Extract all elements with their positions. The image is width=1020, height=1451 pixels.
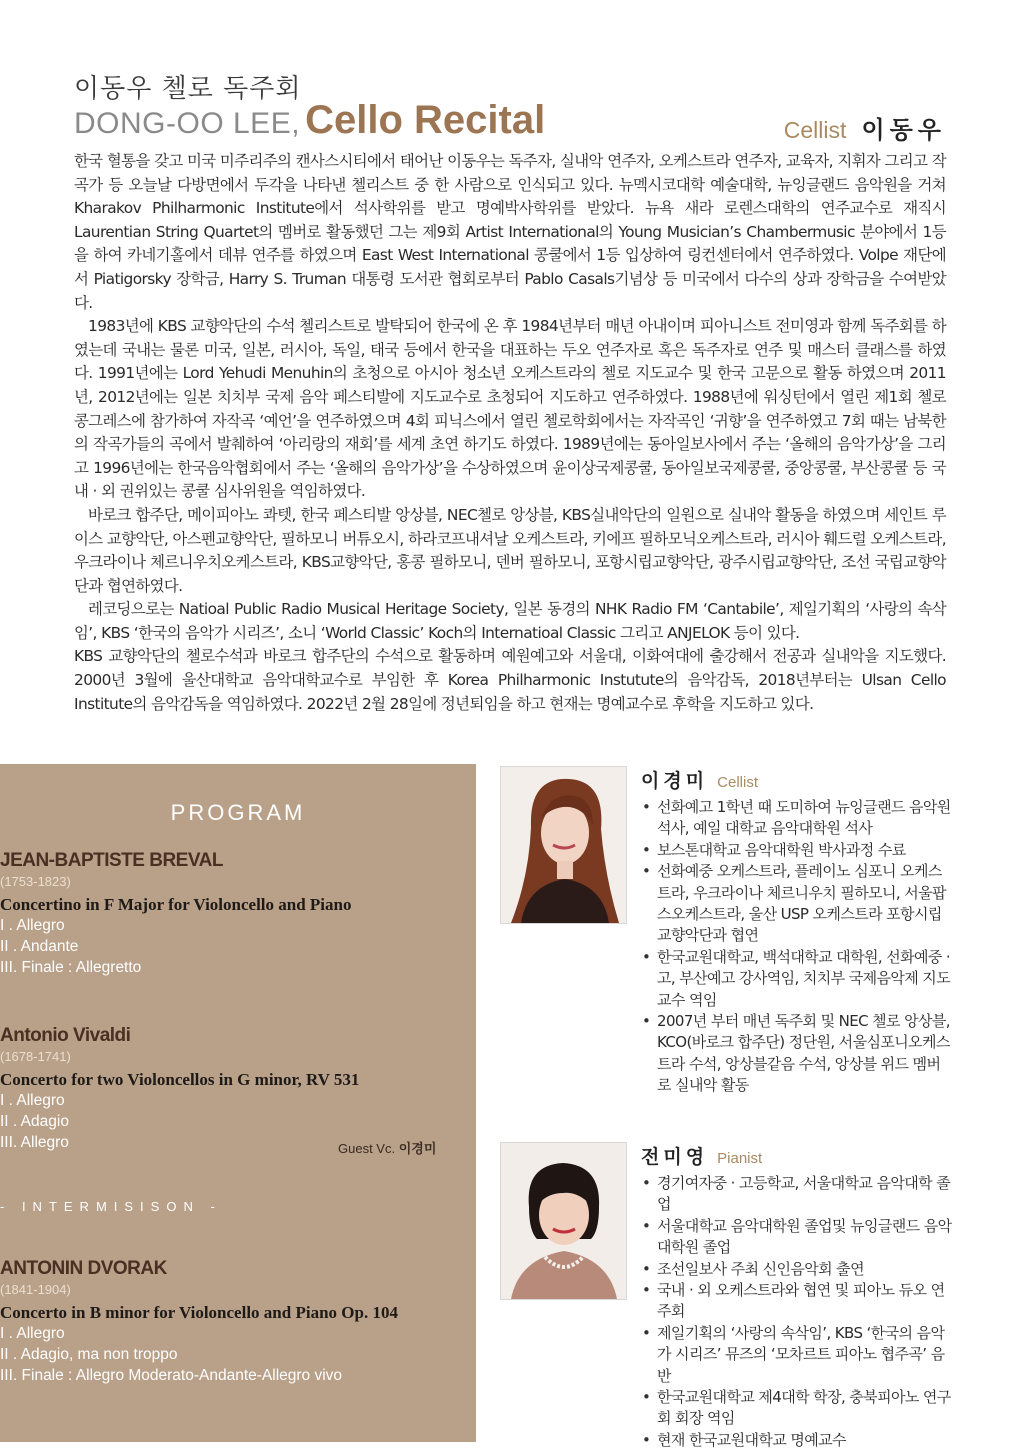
artist-photo-pianist <box>500 1142 627 1300</box>
artist-name-heading <box>641 1142 762 1169</box>
list-item: • 서울대학교 음악대학원 졸업및 뉴잉글랜드 음악대학원 졸업 <box>641 1216 953 1259</box>
title-english <box>74 98 545 143</box>
movement: II . Andante <box>0 938 79 955</box>
bio-paragraph: 바로크 합주단, 메이피아노 콰텟, 한국 페스티발 앙상블, NEC첼로 앙상블, KBS실내악단의 일원으로 실내악 활동을 하였으며 세인트 루이스 교향악단, 아스펜교향악단, 필하모니 버튜오시, 하라코프내셔날 오케스트라, 키에프 필하모닉오케스트라, 러시아 훼드럴 오케스트라, 우크라이나 체르니우치오케스트라, KBS교향악단, 홍콩 필하모니, 덴버 필하모니, 포항시립교향악단, 광주시립교향악단, 조선 국립교향악단과 협연하였다. <box>74 505 946 595</box>
movement: III. Allegro <box>0 1134 69 1151</box>
composer-years: (1678-1741) <box>0 1049 71 1064</box>
guest-name: 이경미 <box>398 1141 437 1156</box>
cellist-tag <box>784 110 946 145</box>
program-piece-3 <box>0 1258 476 1386</box>
artist-name: 이경미 <box>641 770 709 792</box>
program-piece-2 <box>0 1025 476 1153</box>
title-korean: 이동우 첼로 독주회 <box>74 74 302 104</box>
portrait-cellist-image <box>501 767 626 923</box>
work-title: Concerto in B minor for Violoncello and Piano Op. 104 <box>0 1303 398 1322</box>
title-english-recital: Cello Recital <box>305 98 546 142</box>
work-title: Concerto for two Violoncellos in G minor, RV 531 <box>0 1070 360 1089</box>
movement: II . Adagio <box>0 1113 69 1130</box>
movement: I . Allegro <box>0 917 65 934</box>
list-item: • 보스톤대학교 음악대학원 박사과정 수료 <box>641 840 953 861</box>
guest-credit <box>338 1138 436 1157</box>
bio-paragraph: 1983년에 KBS 교향악단의 수석 첼리스트로 발탁되어 한국에 온 후 1984년부터 매년 아내이며 피아니스트 전미영과 함께 독주회를 하였는데 국내는 물론 미국, 일본, 러시아, 독일, 태국 등에서 한국을 대표하는 두오 연주자로 혹은 독주자로 연주 및 매스터 클래스를 하였다. 1991년에는 Lord Yehudi Menuhin의 초청으로 아시아 청소년 오케스트라의 첼로 지도교수 및 한국 고문으로 활동 하였으며 2011년, 2012년에는 일본 치치부 국제 음악 페스티발에 지도교수로 초청되어 지도하고 연주하였다. 1988년에 워싱턴에서 열린 제1회 첼로 콩그레스에 참가하여 자작곡 ‘예언’을 연주하였으며 4회 피닉스에서 열린 첼로학회에서는 자작곡인 ‘귀향’을 연주하였고 7회 때는 남북한의 작곡가들의 곡에서 발췌하여 ‘아리랑의 재회’를 세계 초연 하기도 하였다. 1989년에는 동아일보사에서 주는 ‘올해의 음악가상’을 그리고 1996년에는 한국음악협회에서 주는 ‘올해의 음악가상’을 수상하였으며 윤이상국제콩쿨, 동아일보국제콩쿨, 중앙콩쿨, 부산콩쿨 등 국내 · 외 권위있는 콩쿨 심사위원을 역임하였다. <box>74 317 946 501</box>
cellist-role: Cellist <box>783 117 847 143</box>
composer-name: Antonio Vivaldi <box>0 1025 131 1046</box>
list-item: • 경기여자중 · 고등학교, 서울대학교 음악대학 졸업 <box>641 1173 953 1216</box>
composer-name: JEAN-BAPTISTE BREVAL <box>0 850 223 871</box>
bio-paragraph: KBS 교향악단의 첼로수석과 바로크 합주단의 수석으로 활동하며 예원예고와 서울대, 이화여대에 출강해서 전공과 실내악을 지도했다. 2000년 3월에 울산대학교 음악대학교수로 부임한 후 Korea Philharmonic Instutute의 음악감독, 2018년부터는 Ulsan Cello Institute의 음악감독을 역임하였다. 2022년 2월 28일에 정년퇴임을 하고 현재는 명예교수로 후학을 지도하고 있다. <box>74 647 946 713</box>
list-item: • 국내 · 외 오케스트라와 협연 및 피아노 듀오 연주회 <box>641 1280 953 1323</box>
guest-label: Guest Vc. <box>338 1141 396 1156</box>
list-item: • 선화예고 1학년 때 도미하여 뉴잉글랜드 음악원석사, 예일 대학교 음악대학원 석사 <box>641 797 953 840</box>
artist-photo-cellist <box>500 766 627 924</box>
list-item: • 조선일보사 주최 신인음악회 출연 <box>641 1259 953 1280</box>
list-item: • 현재 한국교원대학교 명예교수 <box>641 1430 953 1451</box>
movement: II . Adagio, ma non troppo <box>0 1346 178 1363</box>
artist-name: 전미영 <box>641 1146 709 1168</box>
artist-profile-list <box>641 1173 953 1451</box>
program-title: PROGRAM <box>170 800 306 825</box>
movement: I . Allegro <box>0 1092 65 1109</box>
list-item: • 한국교원대학교 제4대학 학장, 충북피아노 연구회 회장 역임 <box>641 1387 953 1430</box>
movement: III. Finale : Allegro Moderato-Andante-Allegro vivo <box>0 1367 343 1384</box>
composer-name: ANTONIN DVORAK <box>0 1258 167 1279</box>
cellist-name: 이동우 <box>861 116 946 144</box>
bio-paragraph: 한국 혈통을 갖고 미국 미주리주의 캔사스시티에서 태어난 이동우는 독주자, 실내악 연주자, 오케스트라 연주자, 교육자, 지휘자 그리고 작곡가 등 오늘날 다방면에서 두각을 나타낸 첼리스트 중 한 사람으로 인식되고 있다. 뉴멕시코대학 예술대학, 뉴잉글랜드 음악원을 거쳐 Kharakov Philharmonic Institute에서 석사학위를 받고 명예박사학위를 받았다. 뉴욕 새라 로렌스대학의 연주교수로 재직시 Laurentian String Quartet의 멤버로 활동했던 그는 제9회 Artist International의 Young Musician’s Chambermusic 분야에서 1등을 하여 카네기홀에서 데뷰 연주를 하였으며 East West International 콩쿨에서 1등 입상하여 링컨센터에서 연주하였다. Volpe 재단에서 Piatigorsky 장학금, Harry S. Truman 대통령 도서관 협회로부터 Pablo Casals기념상 등 미국에서 다수의 상과 장학금을 수여받았다. <box>74 152 946 312</box>
artist-profile-list <box>641 797 953 1097</box>
list-item: • 한국교원대학교, 백석대학교 대학원, 선화예중 · 고, 부산예고 강사역임, 치치부 국제음악제 지도교수 역임 <box>641 947 953 1011</box>
list-item: • 선화예중 오케스트라, 플레이노 심포니 오케스트라, 우크라이나 체르니우치 필하모니, 서울팝스오케스트라, 울산 USP 오케스트라 포항시립교향악단과 협연 <box>641 861 953 947</box>
artist-role: Cellist <box>717 774 758 791</box>
composer-years: (1841-1904) <box>0 1282 71 1297</box>
artist-role: Pianist <box>717 1150 763 1167</box>
program-piece-1 <box>0 850 476 978</box>
biography <box>74 150 946 716</box>
movement: I . Allegro <box>0 1325 65 1342</box>
title-english-name: DONG-OO LEE, <box>74 107 301 140</box>
composer-years: (1753-1823) <box>0 874 71 889</box>
intermission-label: - INTERMISISON - <box>0 1199 222 1214</box>
artist-name-heading <box>641 766 758 793</box>
bio-paragraph: 레코딩으로는 Natioal Public Radio Musical Heritage Society, 일본 동경의 NHK Radio FM ‘Cantabile’, 제일기획의 ‘사랑의 속삭임’, KBS ‘한국의 음악가 시리즈’, 소니 ‘World Classic’ Koch의 Internatioal Classic 그리고 ANJELOK 등이 있다. <box>74 600 946 642</box>
work-title: Concertino in F Major for Violoncello and Piano <box>0 895 352 914</box>
movement: III. Finale : Allegretto <box>0 959 142 976</box>
list-item: • 2007년 부터 매년 독주회 및 NEC 첼로 앙상블, KCO(바로크 합주단) 정단원, 서울심포니오케스트라 수석, 앙상블같음 수석, 앙상블 위드 멤버로 실내악 활동 <box>641 1011 953 1097</box>
portrait-pianist-image <box>501 1143 626 1299</box>
list-item: • 제일기획의 ‘사랑의 속삭임’, KBS ‘한국의 음악가 시리즈’ 뮤즈의 ‘모차르트 피아노 협주곡’ 음반 <box>641 1323 953 1387</box>
